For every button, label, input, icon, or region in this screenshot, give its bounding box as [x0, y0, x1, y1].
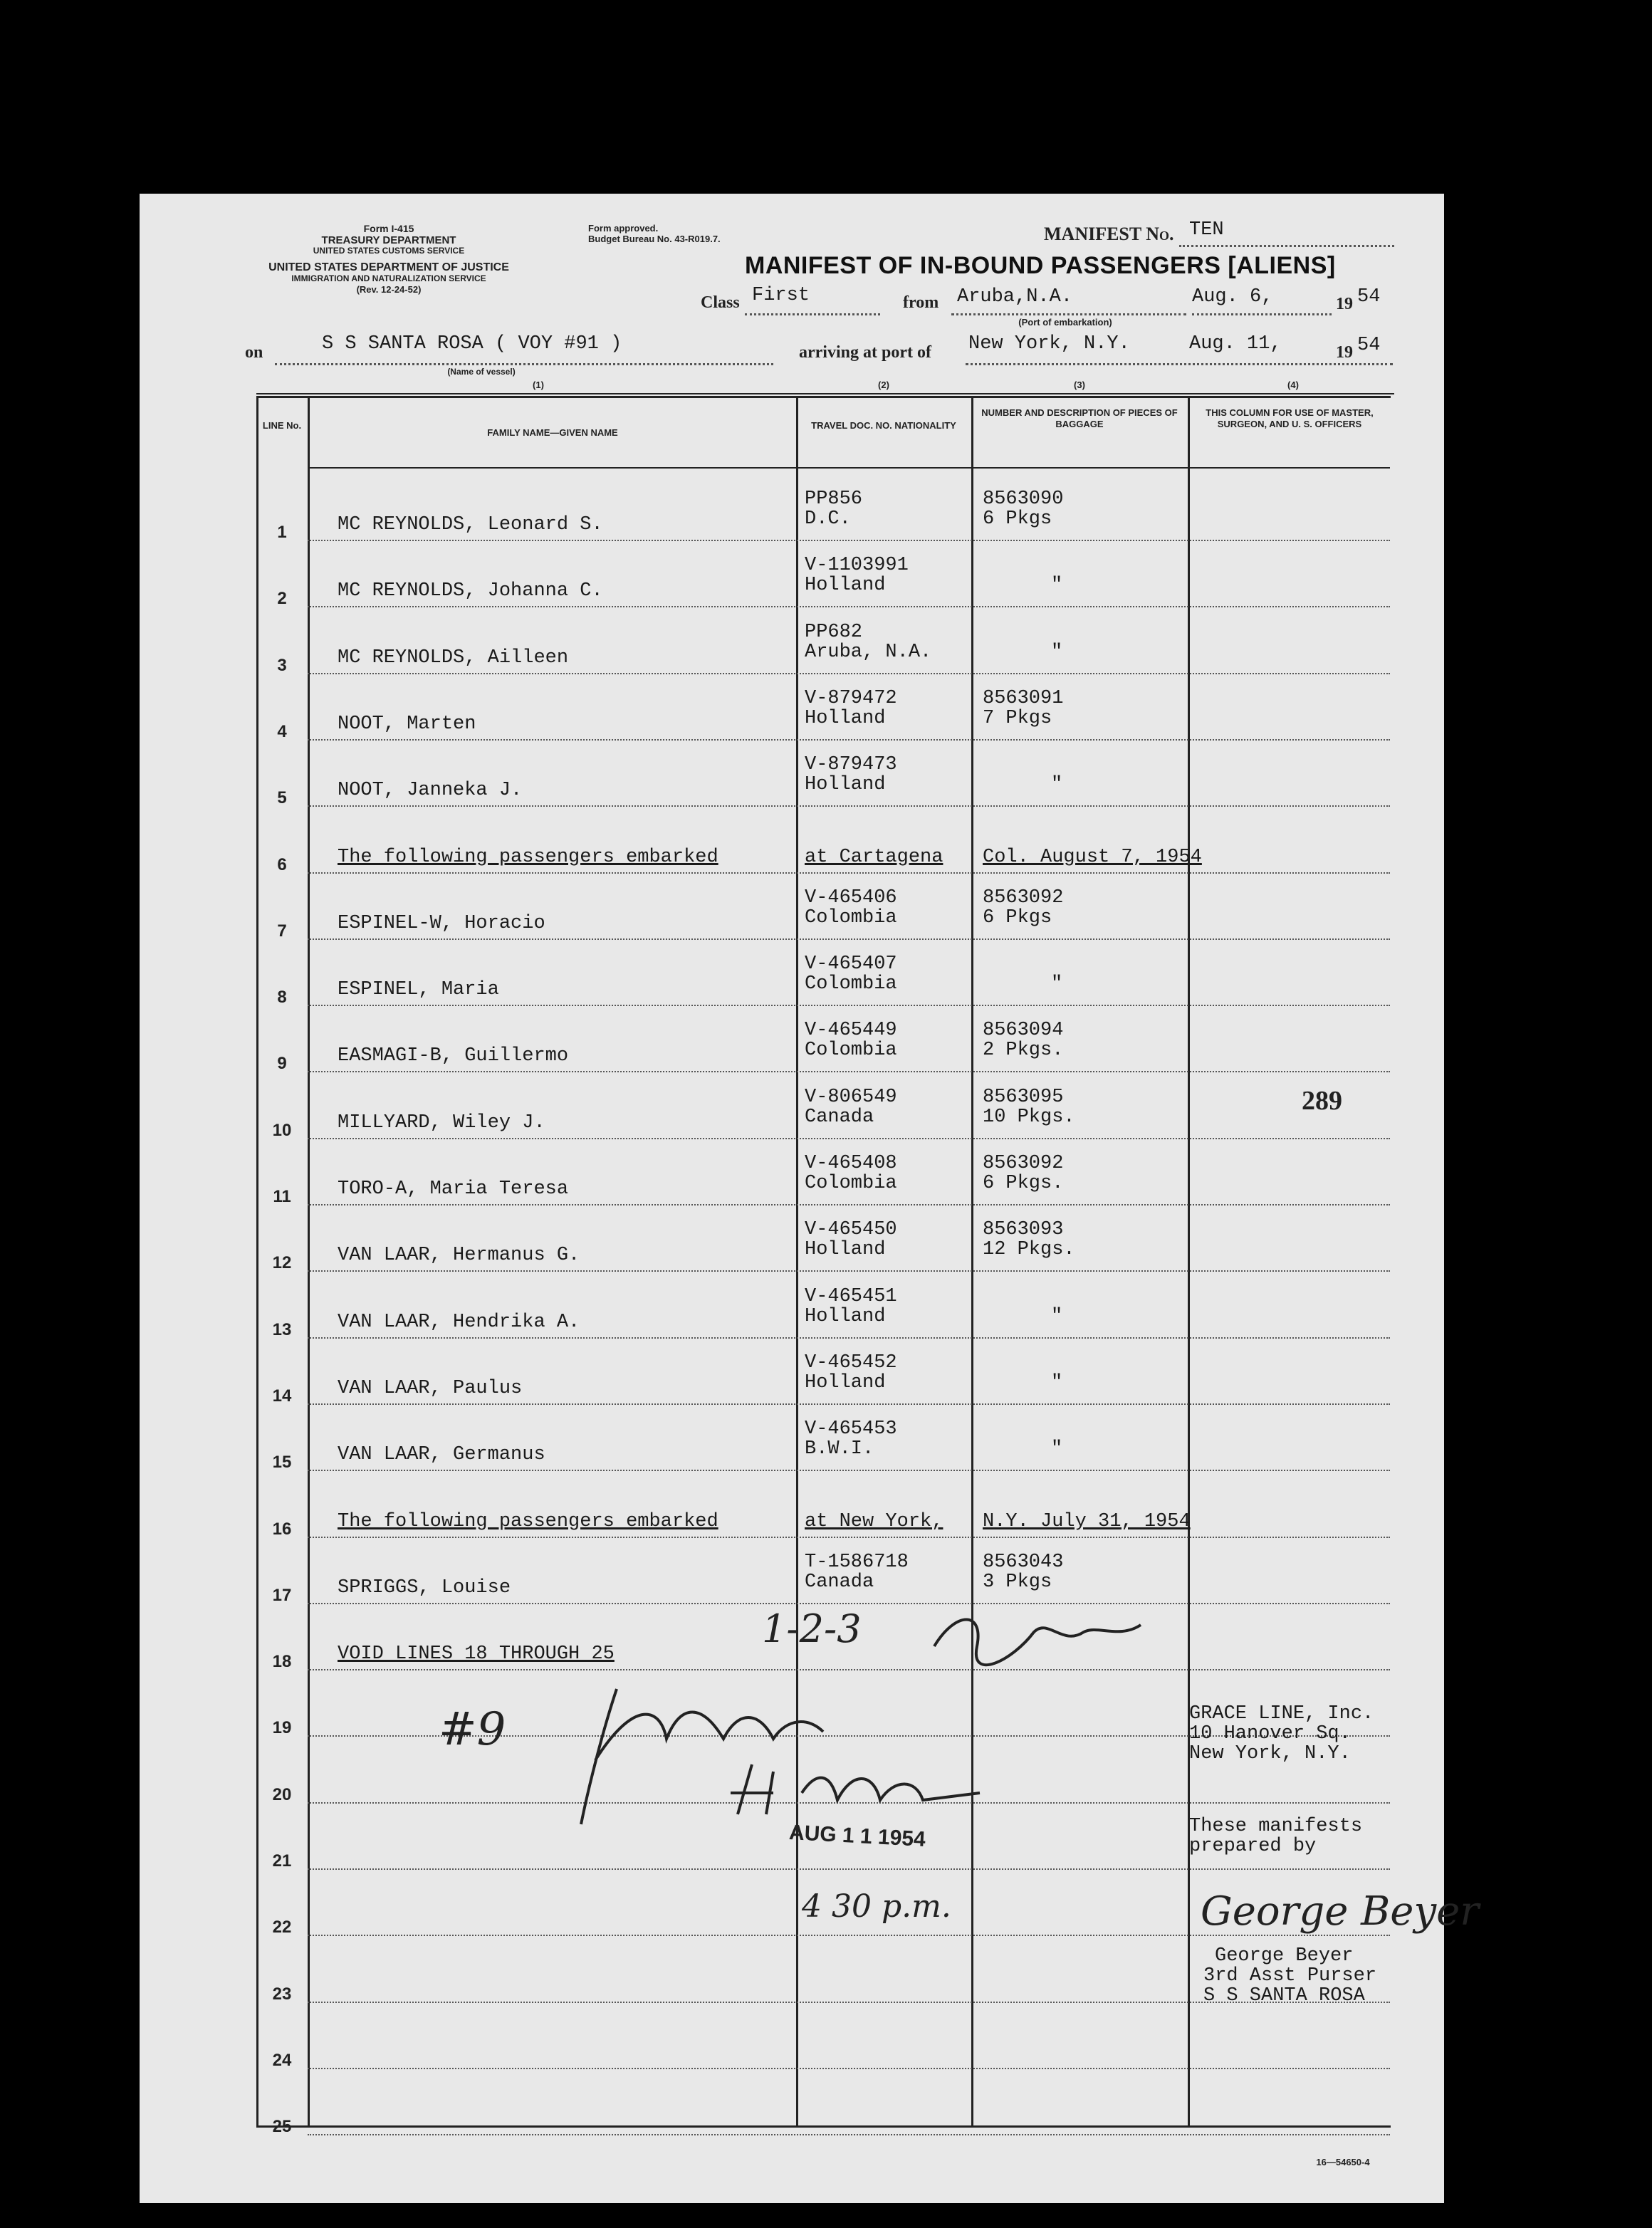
travel-doc-no: V-879472 [805, 687, 897, 709]
passenger-name: MC REYNOLDS, Johanna C. [338, 580, 603, 602]
arrival-date: Aug. 11, [1189, 333, 1282, 355]
row-rule [308, 1337, 1390, 1339]
class-value: First [752, 285, 810, 306]
line-number: 24 [272, 2050, 292, 2070]
manifest-no-label: MANIFEST No. [1044, 224, 1174, 244]
col-head-officers: THIS COLUMN FOR USE OF MASTER, SURGEON, AND U. S. OFFICERS [1206, 407, 1374, 429]
passenger-name: VAN LAAR, Hendrika A. [338, 1311, 580, 1333]
line-number: 7 [277, 921, 287, 941]
row-rule [308, 673, 1390, 674]
line-number: 25 [272, 2117, 292, 2137]
baggage-description: Col. August 7, 1954 [983, 846, 1202, 868]
line-number: 15 [272, 1453, 292, 1473]
passenger-name: NOOT, Janneka J. [338, 780, 523, 802]
line-number: 3 [277, 655, 287, 675]
line-number: 14 [272, 1386, 292, 1406]
line-number: 12 [272, 1253, 292, 1273]
row-rule [308, 1403, 1390, 1405]
row-rule [308, 872, 1390, 874]
nationality: Colombia [805, 1040, 897, 1062]
nationality: Holland [805, 575, 886, 597]
initials-scribble [927, 1604, 1155, 1668]
travel-doc-no: V-465407 [805, 953, 897, 976]
prepared-line-2: prepared by [1189, 1836, 1317, 1857]
row-rule [308, 1537, 1390, 1538]
baggage-description: 6 Pkgs [983, 508, 1052, 530]
passenger-name: ESPINEL, Maria [338, 979, 499, 1001]
travel-doc-no: PP682 [805, 621, 863, 643]
customs-service: UNITED STATES CUSTOMS SERVICE [313, 246, 465, 256]
row-rule [308, 1935, 1390, 1936]
column-divider [308, 396, 310, 2126]
row-rule [308, 739, 1390, 741]
nationality: Holland [805, 1371, 886, 1393]
baggage-description: 10 Pkgs. [983, 1106, 1075, 1128]
form-revision: (Rev. 12-24-52) [356, 284, 422, 295]
row-rule [308, 1603, 1390, 1604]
nationality: Colombia [805, 973, 897, 995]
ins-service: IMMIGRATION AND NATURALIZATION SERVICE [291, 273, 486, 283]
agent-line-3: New York, N.Y. [1189, 1743, 1351, 1764]
from-port: Aruba,N.A. [957, 286, 1073, 308]
baggage-number: 8563093 [983, 1219, 1064, 1241]
col-head-name: FAMILY NAME—GIVEN NAME [487, 427, 618, 438]
baggage-description: 2 Pkgs. [983, 1040, 1064, 1062]
dotted-line [1179, 245, 1394, 247]
row-rule [308, 2068, 1390, 2069]
justice-dept: UNITED STATES DEPARTMENT OF JUSTICE [268, 261, 509, 273]
baggage-description: " [1051, 1371, 1063, 1393]
line-number: 9 [277, 1054, 287, 1074]
passenger-name: The following passengers embarked [338, 846, 718, 868]
arriving-label: arriving at port of [799, 343, 931, 362]
dotted-line [966, 363, 1393, 365]
departure-date: Aug. 6, [1192, 286, 1273, 308]
nationality: Holland [805, 774, 886, 796]
baggage-description: N.Y. July 31, 1954 [983, 1510, 1191, 1532]
passenger-name: VAN LAAR, Hermanus G. [338, 1245, 580, 1267]
officer-note: 289 [1302, 1086, 1342, 1116]
agent-line-1: GRACE LINE, Inc. [1189, 1703, 1374, 1725]
time-note: 4 30 p.m. [802, 1888, 951, 1925]
manifest-page [140, 194, 1479, 2203]
baggage-number: 8563095 [983, 1086, 1064, 1108]
passenger-name: EASMAGI-B, Guillermo [338, 1045, 569, 1067]
line-number: 10 [272, 1120, 292, 1140]
baggage-description: " [1051, 1438, 1063, 1460]
row-rule [308, 1071, 1390, 1072]
vessel-caption: (Name of vessel) [447, 367, 516, 377]
line-number: 23 [272, 1984, 292, 2004]
passenger-name: The following passengers embarked [338, 1510, 718, 1532]
col-number-3: (3) [1074, 380, 1085, 390]
nationality: at Cartagena [805, 846, 943, 868]
baggage-description: " [1051, 774, 1063, 796]
row-rule [308, 938, 1390, 940]
col-number-4: (4) [1287, 380, 1299, 390]
purser-vessel: S S SANTA ROSA [1203, 1985, 1365, 2007]
departure-year: 54 [1357, 286, 1381, 308]
baggage-description: " [1051, 973, 1063, 995]
line-number: 4 [277, 721, 287, 741]
purser-signature: George Beyer [1201, 1888, 1479, 1935]
handwritten-123: 1-2-3 [762, 1606, 862, 1651]
dotted-line [275, 363, 773, 365]
travel-doc-no: V-465408 [805, 1153, 897, 1174]
travel-doc-no: V-465449 [805, 1020, 897, 1042]
nationality: Holland [805, 1239, 886, 1261]
travel-doc-no: V-465453 [805, 1418, 897, 1440]
travel-doc-no: V-806549 [805, 1086, 897, 1108]
departure-year-prefix: 19 [1336, 295, 1353, 313]
travel-doc-no: V-1103991 [805, 555, 909, 577]
col-head-baggage: NUMBER AND DESCRIPTION OF PIECES OF BAGGAGE [981, 407, 1178, 429]
port-embark-caption: (Port of embarkation) [1018, 317, 1112, 328]
form-number: Form I-415 [363, 223, 414, 234]
travel-doc-no: PP856 [805, 488, 863, 510]
row-rule [308, 1868, 1390, 1870]
nationality: Holland [805, 707, 886, 729]
baggage-number: 8563092 [983, 1153, 1064, 1174]
line-number: 6 [277, 854, 287, 874]
row-rule [308, 2134, 1390, 2135]
baggage-description: " [1051, 575, 1063, 597]
baggage-number: 8563090 [983, 488, 1064, 510]
arrival-year: 54 [1357, 335, 1381, 356]
passenger-name: VAN LAAR, Paulus [338, 1377, 523, 1399]
baggage-description: 6 Pkgs. [983, 1173, 1064, 1194]
travel-doc-no: V-879473 [805, 754, 897, 776]
passenger-name: SPRIGGS, Louise [338, 1576, 511, 1599]
baggage-number: 8563043 [983, 1551, 1064, 1573]
line-number: 22 [272, 1918, 292, 1937]
form-approved: Form approved. [588, 223, 659, 234]
arrival-year-prefix: 19 [1336, 343, 1353, 362]
nationality: at New York, [805, 1510, 943, 1532]
line-number: 21 [272, 1851, 292, 1871]
handwritten-9: #9 [439, 1703, 506, 1756]
travel-doc-no: V-465452 [805, 1351, 897, 1374]
row-rule [308, 1138, 1390, 1139]
budget-bureau: Budget Bureau No. 43-R019.7. [588, 234, 721, 244]
baggage-description: 6 Pkgs [983, 906, 1052, 929]
baggage-number: 8563094 [983, 1020, 1064, 1042]
row-rule [308, 606, 1390, 607]
manifest-no-value: TEN [1189, 219, 1224, 241]
passenger-name: VOID LINES 18 THROUGH 25 [338, 1643, 615, 1665]
line-number: 13 [272, 1319, 292, 1339]
row-rule [308, 540, 1390, 541]
line-number: 18 [272, 1652, 292, 1672]
dotted-line [1192, 313, 1332, 315]
agent-line-2: 10 Hanover Sq. [1189, 1723, 1351, 1745]
baggage-number: 8563091 [983, 687, 1064, 709]
purser-name: George Beyer [1215, 1945, 1354, 1967]
line-number: 11 [273, 1187, 291, 1206]
row-rule [308, 1204, 1390, 1205]
nationality: Colombia [805, 1173, 897, 1194]
col-number-1: (1) [533, 380, 544, 390]
baggage-number: 8563092 [983, 887, 1064, 909]
date-stamp: AUG 1 1 1954 [788, 1821, 926, 1851]
baggage-description: " [1051, 641, 1063, 663]
row-rule [308, 805, 1390, 807]
form-footer-code: 16—54650-4 [1316, 2157, 1370, 2167]
passenger-name: TORO-A, Maria Teresa [338, 1178, 569, 1200]
travel-doc-no: T-1586718 [805, 1551, 909, 1573]
travel-doc-no: V-465450 [805, 1219, 897, 1241]
treasury-dept: TREASURY DEPARTMENT [321, 234, 456, 246]
purser-title: 3rd Asst Purser [1203, 1965, 1377, 1987]
officer-signature-2 [723, 1757, 994, 1829]
arrival-port: New York, N.Y. [968, 333, 1130, 355]
line-number: 17 [272, 1585, 292, 1605]
line-number: 1 [277, 523, 287, 542]
table-top-rule [256, 393, 1394, 394]
nationality: Canada [805, 1106, 874, 1128]
nationality: Colombia [805, 906, 897, 929]
passenger-name: MC REYNOLDS, Ailleen [338, 647, 569, 669]
column-divider [1188, 396, 1190, 2126]
row-rule [308, 1669, 1390, 1670]
baggage-description: 12 Pkgs. [983, 1239, 1075, 1261]
nationality: Aruba, N.A. [805, 641, 932, 663]
baggage-description: 7 Pkgs [983, 707, 1052, 729]
passenger-name: NOOT, Marten [338, 713, 476, 735]
row-rule [308, 1470, 1390, 1471]
line-number: 19 [272, 1718, 292, 1738]
col-head-travel-doc: TRAVEL DOC. NO. NATIONALITY [811, 420, 956, 431]
line-number: 20 [272, 1784, 292, 1804]
class-label: Class [701, 293, 740, 312]
header-rule [308, 467, 1390, 469]
column-divider [971, 396, 973, 2126]
passenger-name: VAN LAAR, Germanus [338, 1444, 545, 1466]
baggage-description: 3 Pkgs [983, 1571, 1052, 1593]
line-number: 16 [272, 1519, 292, 1539]
dotted-line [951, 313, 1186, 315]
line-number: 2 [277, 589, 287, 609]
passenger-name: MILLYARD, Wiley J. [338, 1112, 545, 1134]
dotted-line [745, 313, 880, 315]
from-label: from [903, 293, 939, 312]
on-label: on [245, 343, 263, 362]
prepared-line-1: These manifests [1189, 1816, 1363, 1837]
passenger-name: MC REYNOLDS, Leonard S. [338, 514, 603, 535]
nationality: Holland [805, 1305, 886, 1327]
col-number-2: (2) [878, 380, 889, 390]
vessel-name: S S SANTA ROSA ( VOY #91 ) [322, 333, 622, 355]
page-title: MANIFEST OF IN-BOUND PASSENGERS [ALIENS] [745, 252, 1336, 279]
row-rule [308, 1005, 1390, 1006]
travel-doc-no: V-465406 [805, 887, 897, 909]
nationality: B.W.I. [805, 1438, 874, 1460]
line-number: 8 [277, 988, 287, 1008]
nationality: Canada [805, 1571, 874, 1593]
passenger-name: ESPINEL-W, Horacio [338, 912, 545, 934]
col-head-line-no: LINE No. [262, 420, 302, 431]
column-divider [796, 396, 798, 2126]
baggage-description: " [1051, 1305, 1063, 1327]
travel-doc-no: V-465451 [805, 1285, 897, 1307]
line-number: 5 [277, 788, 287, 808]
row-rule [308, 1270, 1390, 1272]
nationality: D.C. [805, 508, 851, 530]
